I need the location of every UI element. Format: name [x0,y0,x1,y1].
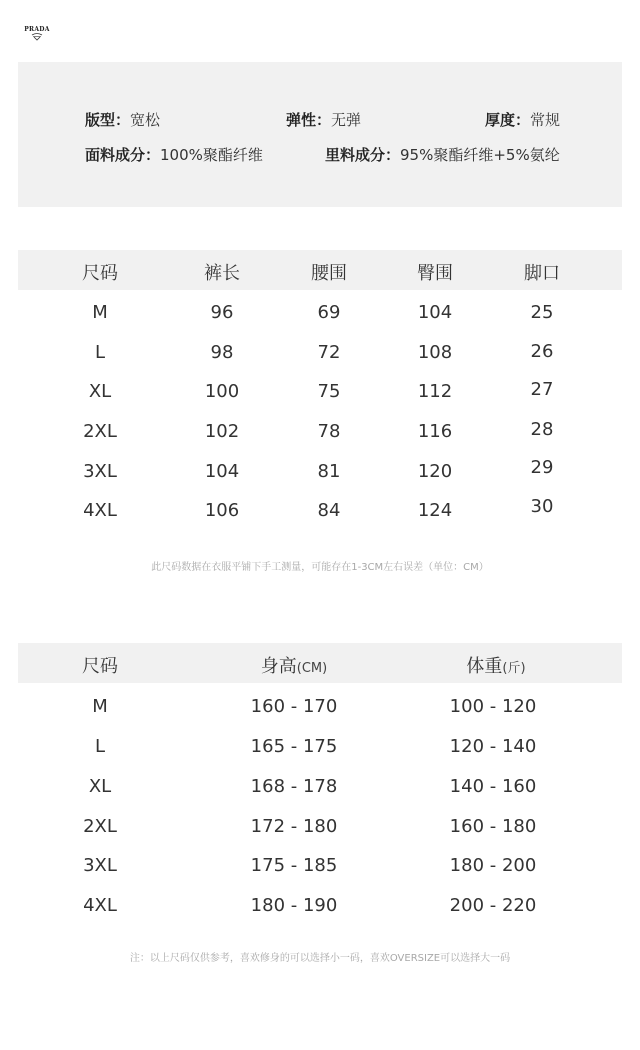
size-table-header-cell: 脚口 [524,263,560,284]
table-cell: 106 [204,500,240,521]
size-table-header-cell: 臀围 [417,263,453,284]
fit-table-note: 注：以上尺码仅供参考，喜欢修身的可以选择小一码，喜欢OVERSIZE可以选择大一码 [129,953,511,964]
table-cell: 69 [317,302,341,323]
table-cell: 27 [530,379,554,400]
table-cell: 165 - 175 [250,736,338,757]
table-cell: 168 - 178 [250,776,338,797]
table-cell: 3XL [83,461,117,482]
size-table-header-cell: 尺码 [82,263,118,284]
fabric-label: 面料成分： [85,146,161,164]
table-cell: 75 [317,381,341,402]
table-cell: 3XL [83,855,117,876]
table-cell: 78 [317,421,341,442]
fit-table-header-cell [466,652,525,678]
table-cell: M [92,302,108,323]
fit-table-header-unit: (斤) [502,661,526,676]
table-cell: 26 [530,341,554,362]
fit-value: 宽松 [130,111,161,129]
table-cell: 120 - 140 [449,736,537,757]
table-cell: 100 [204,381,240,402]
table-cell: M [92,696,108,717]
fit-table-header-unit: (CM) [296,661,328,676]
table-cell: L [94,342,106,363]
table-cell: 160 - 170 [250,696,338,717]
table-cell: 104 [204,461,240,482]
table-cell: 175 - 185 [250,855,338,876]
table-cell: XL [88,776,112,797]
brand-emblem-icon [30,33,44,41]
table-cell: 112 [417,381,453,402]
table-cell: 100 - 120 [449,696,537,717]
fabric-value: 100%聚酯纤维 [160,146,263,164]
table-cell: 2XL [83,816,117,837]
product-info-panel [18,62,622,207]
table-cell: 2XL [83,421,117,442]
size-table-header-cell: 裤长 [204,263,240,284]
fit-table-header-cell [82,652,118,678]
table-cell: 180 - 200 [449,855,537,876]
thickness-spec [485,109,560,130]
table-cell: 81 [317,461,341,482]
table-cell: 120 [417,461,453,482]
lining-spec [325,144,560,165]
table-cell: 116 [417,421,453,442]
brand-logo-text: PRADA [24,26,50,33]
table-cell: 108 [417,342,453,363]
size-table-note: 此尺码数据在衣服平铺下手工测量，可能存在1-3CM左右误差（单位：CM） [151,562,489,573]
table-cell: 160 - 180 [449,816,537,837]
table-cell: 4XL [83,500,117,521]
fit-table-header-label: 尺码 [82,656,118,677]
stretch-spec [286,109,361,130]
thickness-label: 厚度： [485,111,531,129]
table-cell: 180 - 190 [250,895,338,916]
fit-spec [85,109,160,130]
table-cell: 172 - 180 [250,816,338,837]
table-cell: 200 - 220 [449,895,537,916]
fabric-spec [85,144,263,165]
table-cell: 4XL [83,895,117,916]
fit-label: 版型： [85,111,131,129]
table-cell: 96 [210,302,234,323]
fit-table-header-cell [261,652,327,678]
stretch-label: 弹性： [286,111,332,129]
fit-table-header-label: 体重 [466,656,503,677]
table-cell: 140 - 160 [449,776,537,797]
table-cell: 72 [317,342,341,363]
brand-logo [22,26,52,41]
table-cell: 28 [530,419,554,440]
lining-value: 95%聚酯纤维+5%氨纶 [400,146,560,164]
table-cell: 30 [530,496,554,517]
table-cell: 29 [530,457,554,478]
thickness-value: 常规 [530,111,561,129]
table-cell: 102 [204,421,240,442]
size-table-header-cell: 腰围 [311,263,347,284]
table-cell: L [94,736,106,757]
fit-table-header-label: 身高 [260,656,297,677]
stretch-value: 无弹 [331,111,362,129]
table-cell: 124 [417,500,453,521]
table-cell: 84 [317,500,341,521]
table-cell: 104 [417,302,453,323]
lining-label: 里料成分： [325,146,401,164]
table-cell: 25 [530,302,554,323]
table-cell: XL [88,381,112,402]
table-cell: 98 [210,342,234,363]
